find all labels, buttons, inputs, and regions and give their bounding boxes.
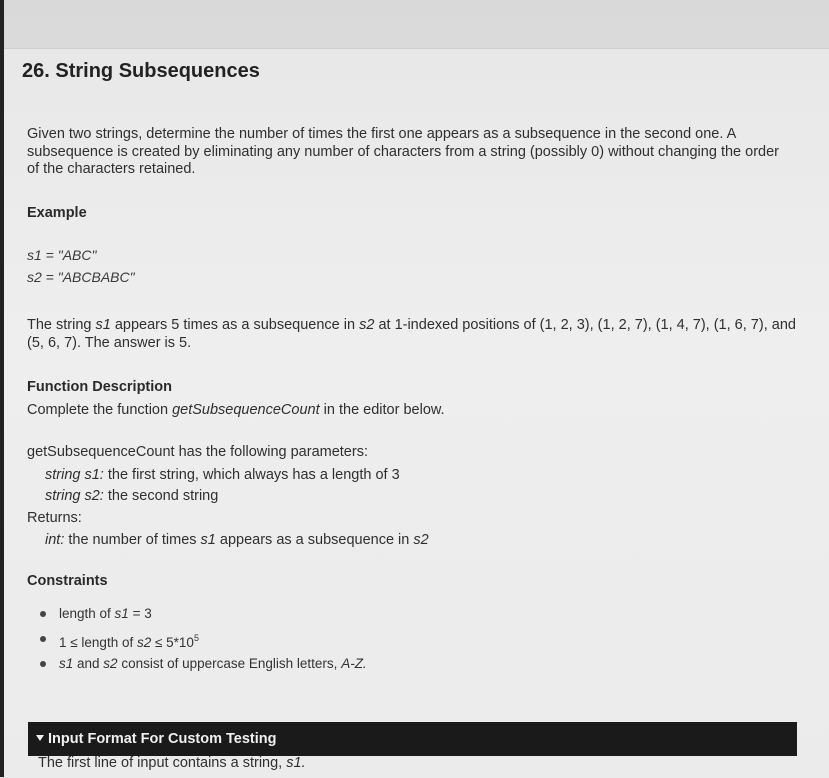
- parameter-s1: [45, 467, 400, 483]
- example-s2: s2 = "ABCBABC": [27, 269, 135, 285]
- variable-s1: s1: [114, 606, 129, 621]
- variable-s1: s1: [95, 317, 111, 333]
- function-description-text: [27, 402, 445, 420]
- param-desc: the first string, which always has a length of 3: [103, 467, 400, 483]
- text: = 3: [128, 606, 152, 621]
- example-explanation: [27, 317, 796, 352]
- text: and: [73, 656, 104, 671]
- exponent: 5: [193, 633, 199, 643]
- text: consist of uppercase English letters,: [117, 656, 342, 671]
- function-name: getSubsequenceCount: [172, 402, 320, 418]
- function-description-heading: Function Description: [27, 379, 172, 395]
- bullet-icon: [40, 636, 46, 642]
- explanation-text: at 1-indexed positions of (1, 2, 3), (1, 2, 7), (1, 4, 7), (1, 6, 7), and: [374, 317, 796, 333]
- problem-description: [27, 126, 779, 179]
- variable-s1: s1: [200, 532, 216, 548]
- variable-s1: s1: [59, 656, 74, 671]
- returns-label: Returns:: [27, 510, 82, 526]
- description-line: of the characters retained.: [27, 161, 196, 177]
- example-s1: s1 = "ABC": [27, 247, 97, 263]
- parameter-s2: [45, 488, 218, 504]
- explanation-text: The string: [27, 317, 96, 333]
- variable-s2: s2: [103, 656, 118, 671]
- problem-title: 26. String Subsequences: [22, 60, 260, 82]
- param-type: string s2:: [45, 488, 104, 504]
- text: Complete the function: [27, 402, 173, 418]
- variable-s2: s2: [359, 317, 375, 333]
- variable-s2: s2: [136, 635, 152, 650]
- input-format-label: Input Format For Custom Testing: [48, 731, 277, 747]
- constraints-heading: Constraints: [27, 573, 108, 589]
- variable-s1: s1.: [286, 755, 306, 771]
- text: the number of times: [64, 532, 201, 548]
- text: 1 ≤ length of: [59, 635, 137, 650]
- input-format-first-line: [38, 755, 306, 771]
- description-line: subsequence is created by eliminating any number of characters from a string (possibly 0) without changing the order: [27, 143, 779, 160]
- letter-range: A-Z.: [341, 656, 367, 671]
- example-heading: Example: [27, 205, 87, 221]
- text: The first line of input contains a string,: [38, 755, 287, 771]
- param-desc: the second string: [103, 488, 219, 504]
- text: appears as a subsequence in: [215, 532, 414, 548]
- text: in the editor below.: [319, 402, 445, 418]
- bullet-icon: [40, 661, 46, 667]
- text: length of: [59, 606, 115, 621]
- variable-s2: s2: [413, 532, 429, 548]
- bullet-icon: [40, 611, 46, 617]
- param-type: string s1:: [45, 467, 104, 483]
- input-format-toggle[interactable]: [28, 722, 797, 756]
- parameters-intro: getSubsequenceCount has the following parameters:: [27, 444, 368, 460]
- triangle-down-icon: [36, 735, 44, 741]
- list-item: [33, 626, 367, 651]
- description-line: Given two strings, determine the number of times the first one appears as a subsequence in the second one. A: [27, 126, 737, 142]
- constraints-list: [33, 601, 367, 676]
- explanation-text: (5, 6, 7). The answer is 5.: [27, 334, 192, 351]
- explanation-text: appears 5 times as a subsequence in: [110, 317, 360, 333]
- text: ≤ 5*10: [151, 635, 194, 650]
- return-type: int:: [45, 532, 65, 548]
- list-item: [33, 651, 367, 676]
- returns-description: [45, 532, 429, 548]
- list-item: [33, 601, 367, 626]
